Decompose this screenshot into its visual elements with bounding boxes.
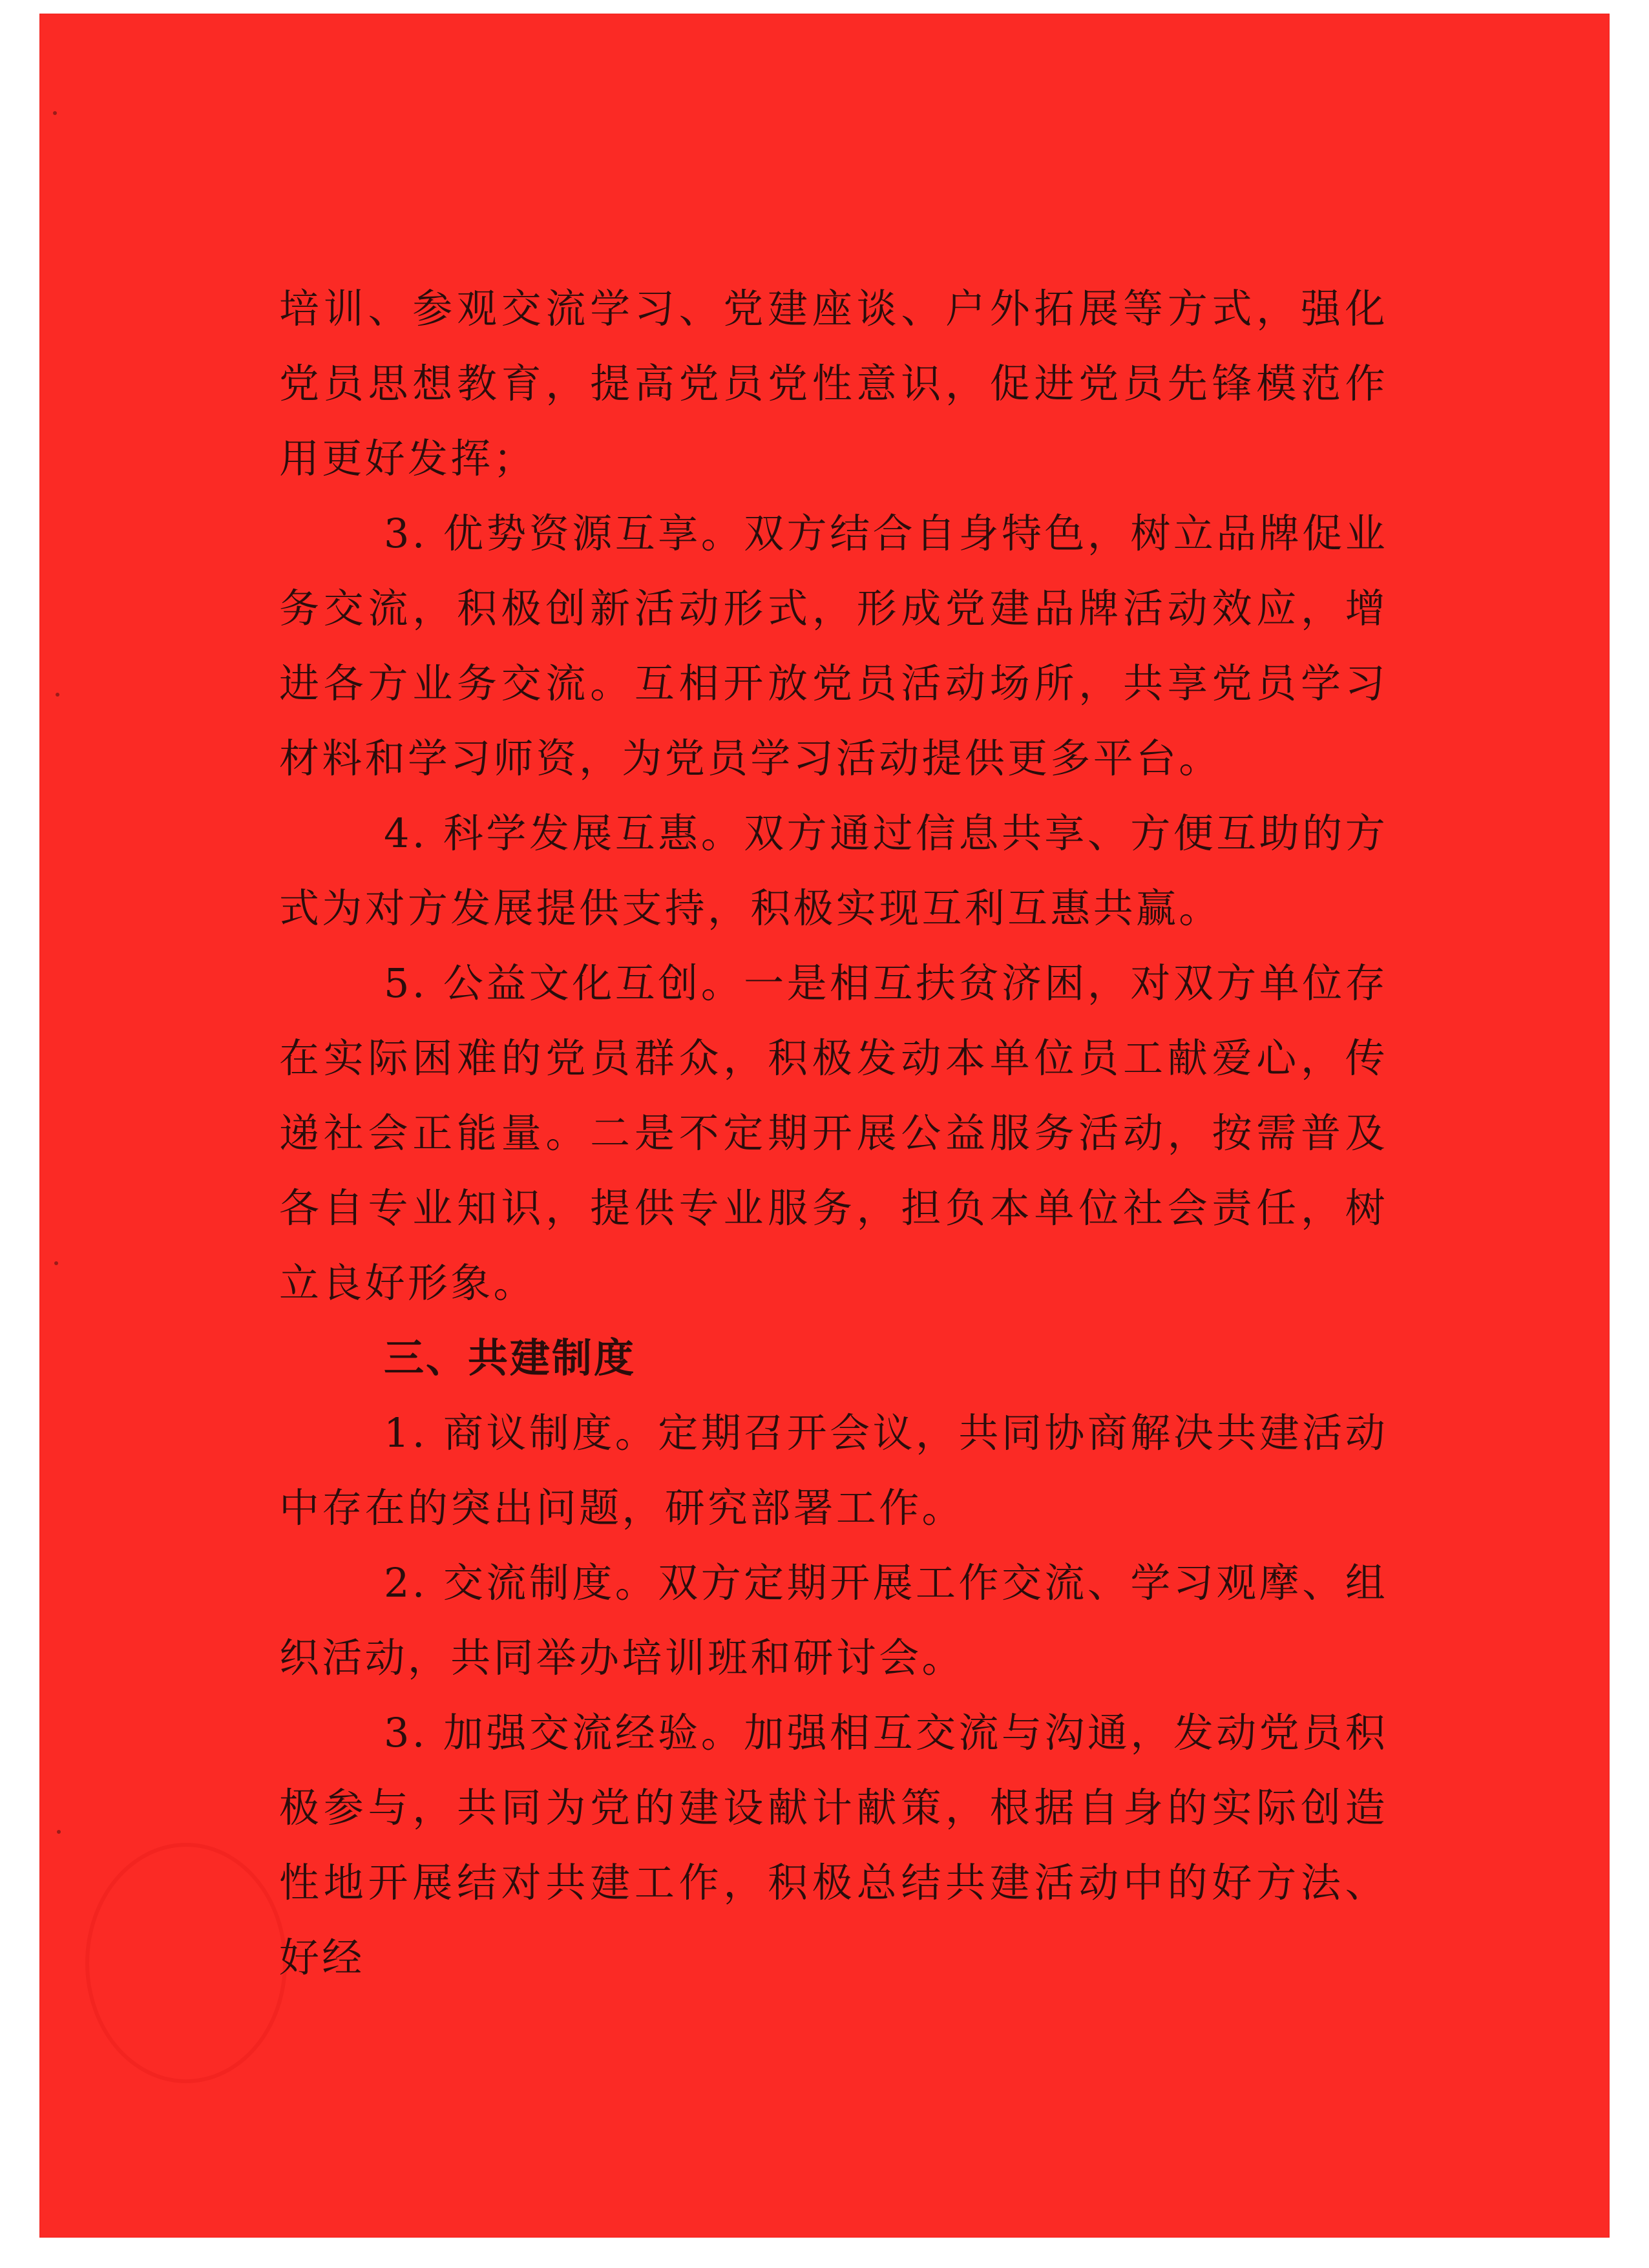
scan-speck [56, 693, 59, 697]
faded-seal-mark [85, 1843, 287, 2083]
section-heading: 三、共建制度 [384, 1334, 636, 1381]
paragraph-scientific-development: 4. 科学发展互惠。双方通过信息共享、方便互助的方式为对方发展提供支持，积极实现互利互惠共赢。 [279, 810, 1388, 932]
document-body [279, 271, 1388, 1995]
scan-speck [53, 111, 57, 115]
scan-speck [57, 1830, 61, 1834]
paragraph-continuation: 培训、参观交流学习、党建座谈、户外拓展等方式，强化党员思想教育，提高党员党性意识，促进党员先锋模范作用更好发挥； [279, 285, 1388, 482]
paragraph-resource-sharing: 3. 优势资源互享。双方结合自身特色，树立品牌促业务交流，积极创新活动形式，形成党建品牌活动效应，增进各方业务交流。互相开放党员活动场所，共享党员学习材料和学习师资，为党员学习活动提供更多平台。 [279, 510, 1388, 782]
paragraph-public-welfare: 5. 公益文化互创。一是相互扶贫济困，对双方单位存在实际困难的党员群众，积极发动本单位员工献爱心，传递社会正能量。二是不定期开展公益服务活动，按需普及各自专业知识，提供专业服务，担负本单位社会责任，树立良好形象。 [279, 960, 1388, 1307]
paragraph-exchange-system: 2. 交流制度。双方定期开展工作交流、学习观摩、组织活动，共同举办培训班和研讨会。 [279, 1559, 1388, 1681]
paragraph-experience-exchange: 3. 加强交流经验。加强相互交流与沟通，发动党员积极参与，共同为党的建设献计献策，根据自身的实际创造性地开展结对共建工作，积极总结共建活动中的好方法、好经 [279, 1709, 1388, 1981]
paragraph-consultation-system: 1. 商议制度。定期召开会议，共同协商解决共建活动中存在的突出问题，研究部署工作。 [279, 1409, 1388, 1531]
scan-speck [54, 1261, 58, 1265]
